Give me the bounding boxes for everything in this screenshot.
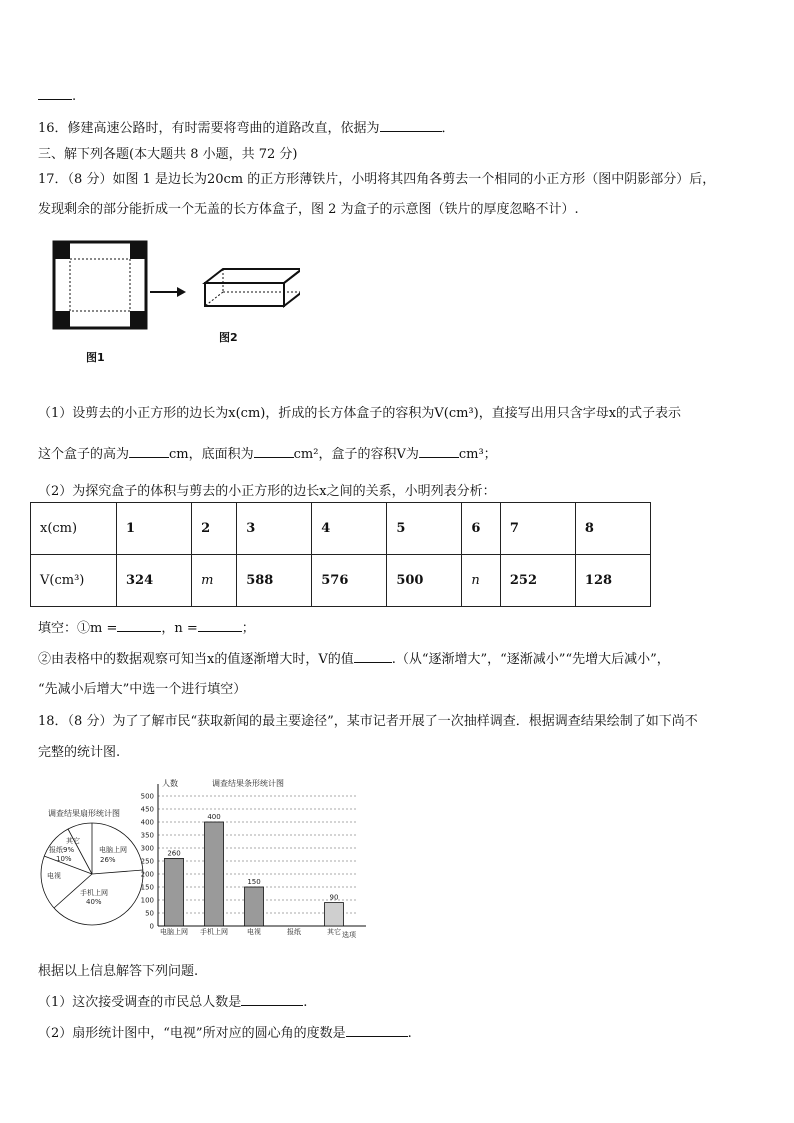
table-cell: 128 bbox=[575, 555, 650, 607]
q17-part1-line2: 这个盒子的高为 cm，底面积为 cm²，盒子的容积V为 cm³； bbox=[38, 447, 497, 462]
table-cell: 5 bbox=[387, 503, 462, 555]
y-tick-label: 150 bbox=[140, 883, 154, 892]
y-tick-label: 450 bbox=[140, 805, 154, 814]
pie-label-other: 其它 bbox=[66, 837, 80, 845]
x-tick-label: 手机上网 bbox=[200, 928, 228, 936]
table-cell: 3 bbox=[237, 503, 312, 555]
table-cell: 7 bbox=[500, 503, 575, 555]
bar bbox=[205, 822, 224, 926]
bar-value-label: 90 bbox=[329, 893, 339, 902]
table-cell: 588 bbox=[237, 555, 312, 607]
question-17-line1: 17．（8 分）如图 1 是边长为20cm 的正方形薄铁片，小明将其四角各剪去一个相同的小正方形（图中阴影部分）后， bbox=[38, 172, 716, 187]
table-cell: 2 bbox=[192, 503, 237, 555]
table-cell: 8 bbox=[575, 503, 650, 555]
table-cell: 500 bbox=[387, 555, 462, 607]
answer-blank-height[interactable] bbox=[129, 445, 169, 458]
table-cell: 252 bbox=[500, 555, 575, 607]
table-row bbox=[31, 555, 651, 607]
table-cell: 324 bbox=[117, 555, 192, 607]
answer-blank-n[interactable] bbox=[198, 619, 242, 632]
y-tick-label: 250 bbox=[140, 857, 154, 866]
y-tick-label: 350 bbox=[140, 831, 154, 840]
question-16: 16．修建高速公路时，有时需要将弯曲的道路改直，依据为 ． bbox=[38, 121, 455, 136]
observation-line1: ②由表格中的数据观察可知当x的值逐渐增大时，V的值 .（从“逐渐增大”，“逐渐减小”“先增大后减小”， bbox=[38, 652, 670, 667]
table-cell: m bbox=[192, 555, 237, 607]
pie-label-computer: 电脑上网 bbox=[99, 846, 127, 854]
answer-blank-m[interactable] bbox=[117, 619, 161, 632]
answer-blank-total[interactable] bbox=[241, 993, 303, 1006]
answer-blank-area[interactable] bbox=[254, 445, 294, 458]
q17-part2-line: （2）为探究盒子的体积与剪去的小正方形的边长x之间的关系，小明列表分析： bbox=[38, 484, 496, 499]
x-tick-label: 电脑上网 bbox=[160, 928, 188, 936]
q18-instruction: 根据以上信息解答下列问题. bbox=[38, 964, 199, 979]
question-18-line2: 完整的统计图. bbox=[38, 745, 121, 760]
question-17-line2: 发现剩余的部分能折成一个无盖的长方体盒子，图 2 为盒子的示意图（铁片的厚度忽略不计）. bbox=[38, 202, 579, 217]
q17-part1-line1: （1）设剪去的小正方形的边长为x(cm)，折成的长方体盒子的容积为V(cm³)，直接写出用只含字母x的式子表示 bbox=[38, 406, 682, 421]
answer-blank-angle[interactable] bbox=[346, 1024, 408, 1037]
bar-value-label: 400 bbox=[207, 813, 221, 821]
x-axis-label: 选项 bbox=[342, 931, 356, 939]
answer-blank[interactable] bbox=[38, 87, 72, 100]
table-cell: n bbox=[462, 555, 500, 607]
question-18-line1: 18．（8 分）为了了解市民“获取新闻的最主要途径”，某市记者开展了一次抽样调查．根据调查结果绘制了如下尚不 bbox=[38, 714, 698, 729]
table-row bbox=[31, 503, 651, 555]
q18-part1: （1）这次接受调查的市民总人数是 . bbox=[38, 995, 308, 1010]
pie-label-computer-pct: 26% bbox=[100, 856, 116, 864]
bar-chart-title: 调查结果条形统计图 bbox=[212, 779, 284, 788]
fill-line: 填空：①m = ，n = ； bbox=[38, 621, 255, 636]
table-cell: 4 bbox=[312, 503, 387, 555]
y-tick-label: 500 bbox=[140, 792, 154, 801]
observation-line2: “先减小后增大”中选一个进行填空） bbox=[38, 682, 247, 697]
pie-label-newspaper: 报纸9% bbox=[49, 846, 75, 854]
pie-label-newspaper-pct: 10% bbox=[56, 855, 72, 863]
bar-chart bbox=[128, 776, 378, 944]
answer-blank-volume[interactable] bbox=[419, 445, 459, 458]
table-header: V(cm³) bbox=[31, 555, 117, 607]
y-tick-label: 100 bbox=[140, 896, 154, 905]
y-tick-label: 0 bbox=[149, 922, 154, 931]
y-tick-label: 200 bbox=[140, 870, 154, 879]
table-cell: 1 bbox=[117, 503, 192, 555]
table-cell: 576 bbox=[312, 555, 387, 607]
q18-part2: （2）扇形统计图中，“电视”所对应的圆心角的度数是 . bbox=[38, 1026, 412, 1041]
figure-2-label: 图2 bbox=[219, 331, 238, 344]
pie-label-phone: 手机上网 bbox=[80, 889, 108, 897]
bar bbox=[325, 903, 344, 926]
answer-blank[interactable] bbox=[380, 119, 442, 132]
figure-box-net bbox=[40, 236, 300, 366]
y-tick-label: 400 bbox=[140, 818, 154, 827]
bar-value-label: 150 bbox=[247, 878, 261, 886]
bar bbox=[245, 887, 264, 926]
prev-answer-line: . bbox=[38, 87, 76, 104]
bar-value-label: 260 bbox=[167, 849, 181, 858]
bar bbox=[165, 858, 184, 926]
table-cell: 6 bbox=[462, 503, 500, 555]
x-tick-label: 报纸 bbox=[287, 928, 301, 936]
x-tick-label: 其它 bbox=[327, 928, 341, 936]
pie-label-tv: 电视 bbox=[47, 872, 61, 880]
section-heading: 三、解下列各题(本大题共 8 小题，共 72 分) bbox=[38, 147, 298, 162]
y-axis-label: 人数 bbox=[162, 779, 178, 788]
pie-label-phone-pct: 40% bbox=[86, 898, 102, 906]
x-tick-label: 电视 bbox=[247, 928, 261, 936]
pie-title: 调查结果扇形统计图 bbox=[48, 809, 120, 818]
answer-blank-trend[interactable] bbox=[354, 650, 392, 663]
figure-1-label: 图1 bbox=[86, 351, 105, 364]
data-table bbox=[30, 502, 651, 607]
table-header: x(cm) bbox=[31, 503, 117, 555]
y-tick-label: 50 bbox=[145, 909, 154, 918]
y-tick-label: 300 bbox=[140, 844, 154, 853]
